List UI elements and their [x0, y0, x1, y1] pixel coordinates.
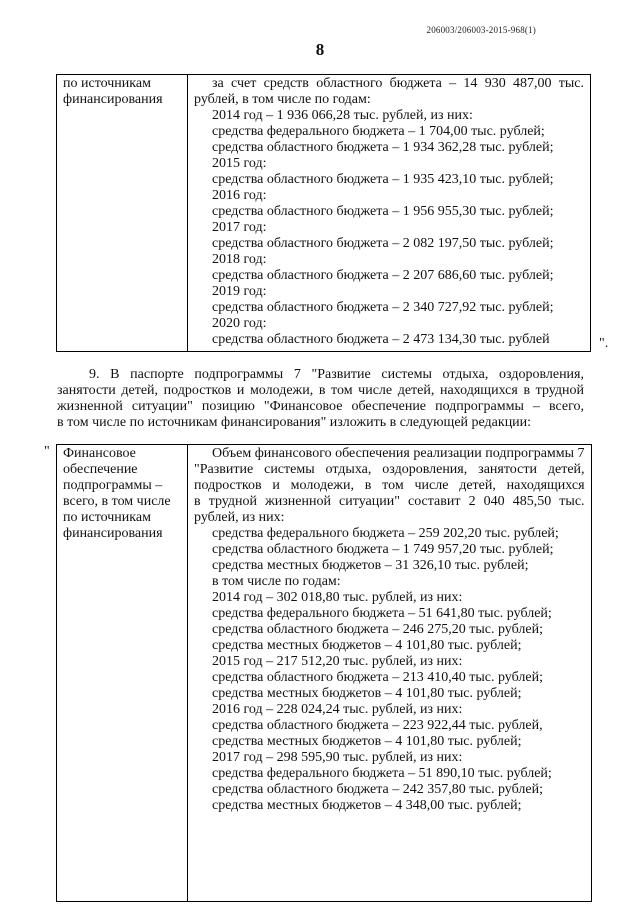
- table1-line: средства областного бюджета – 1 956 955,30 тыс. рублей;: [212, 204, 554, 219]
- table2-line: средства областного бюджета – 213 410,40 тыс. рублей;: [212, 670, 543, 685]
- table2-line: "Развитие системы отдыха, оздоровления, занятости детей,: [194, 462, 585, 477]
- table1-line: 2017 год:: [212, 220, 267, 235]
- table1-line: 2016 год:: [212, 188, 267, 203]
- table2-line: средства федерального бюджета – 51 890,10 тыс. рублей;: [212, 766, 552, 781]
- table2-line: средства областного бюджета – 1 749 957,20 тыс. рублей;: [212, 542, 554, 557]
- table1-line: средства областного бюджета – 2 340 727,92 тыс. рублей;: [212, 300, 554, 315]
- financing-table-new: [56, 444, 592, 902]
- table1-line: средства областного бюджета – 2 473 134,30 тыс. рублей: [212, 332, 550, 347]
- table1-line: 2014 год – 1 936 066,28 тыс. рублей, из них:: [212, 108, 473, 123]
- table1-label-line: финансирования: [63, 92, 163, 107]
- table2-label-cell: [57, 445, 188, 902]
- page-number: 8: [315, 40, 325, 59]
- table2-line: 2015 год – 217 512,20 тыс. рублей, из них:: [212, 654, 463, 669]
- table2-label-line: обеспечение: [63, 462, 138, 477]
- table1-line: средства областного бюджета – 1 934 362,28 тыс. рублей;: [212, 140, 554, 155]
- table2-line: средства местных бюджетов – 4 348,00 тыс. рублей;: [212, 798, 522, 813]
- table2-line: в трудной жизненной ситуации" составит 2 040 485,50 тыс.: [194, 494, 585, 509]
- table1-line: средства федерального бюджета – 1 704,00 тыс. рублей;: [212, 124, 545, 139]
- table1-content-cell: [188, 75, 591, 352]
- paragraph-line: 9. В паспорте подпрограммы 7 "Развитие системы отдыха, оздоровления,: [89, 367, 584, 382]
- table2-line: рублей, из них:: [194, 510, 285, 525]
- table2-line: средства местных бюджетов – 4 101,80 тыс. рублей;: [212, 638, 522, 653]
- table2-line: 2017 год – 298 595,90 тыс. рублей, из них:: [212, 750, 463, 765]
- table2-line: средства федерального бюджета – 259 202,20 тыс. рублей;: [212, 526, 559, 541]
- table2-label-line: всего, в том числе: [63, 494, 171, 509]
- paragraph-line: в том числе по источникам финансирования" изложить в следующей редакции:: [57, 415, 532, 430]
- table2-line: средства местных бюджетов – 4 101,80 тыс. рублей;: [212, 686, 522, 701]
- table1-line: рублей, в том числе по годам:: [194, 92, 371, 107]
- table2-line: в том числе по годам:: [212, 574, 341, 589]
- table2-line: Объем финансового обеспечения реализации подпрограммы 7: [212, 446, 585, 461]
- table2-line: средства областного бюджета – 242 357,80 тыс. рублей;: [212, 782, 543, 797]
- table1-line: за счет средств областного бюджета – 14 930 487,00 тыс.: [212, 76, 584, 91]
- paragraph-line: жизненной ситуации" позицию "Финансовое обеспечение подпрограммы – всего,: [57, 399, 584, 414]
- table2-label-line: финансирования: [63, 526, 163, 541]
- table1-label-cell: [57, 75, 188, 352]
- closing-quote: ".: [599, 336, 609, 351]
- table2-line: средства областного бюджета – 223 922,44 тыс. рублей,: [212, 718, 543, 733]
- table2-line: 2014 год – 302 018,80 тыс. рублей, из них:: [212, 590, 463, 605]
- table2-line: средства местных бюджетов – 4 101,80 тыс. рублей;: [212, 734, 522, 749]
- table1-line: средства областного бюджета – 1 935 423,10 тыс. рублей;: [212, 172, 554, 187]
- table1-line: 2020 год:: [212, 316, 267, 331]
- paragraph-9: [57, 367, 584, 431]
- table2-content-cell: [188, 445, 592, 902]
- table1-line: 2015 год:: [212, 156, 267, 171]
- paragraph-line: занятости детей, подростков и молодежи, в том числе детей, находящихся в трудной: [57, 383, 584, 398]
- table1-line: 2019 год:: [212, 284, 267, 299]
- table2-line: 2016 год – 228 024,24 тыс. рублей, из них:: [212, 702, 463, 717]
- opening-quote: ": [44, 444, 50, 459]
- table1-line: средства областного бюджета – 2 082 197,50 тыс. рублей;: [212, 236, 554, 251]
- table1-label-line: по источникам: [63, 76, 151, 91]
- table2-label-line: подпрограммы –: [63, 478, 163, 493]
- document-code: 206003/206003-2015-968(1): [426, 25, 536, 35]
- table2-line: средства областного бюджета – 246 275,20 тыс. рублей;: [212, 622, 543, 637]
- financing-table-continued: [56, 74, 591, 352]
- table2-line: средства местных бюджетов – 31 326,10 тыс. рублей;: [212, 558, 529, 573]
- table1-line: средства областного бюджета – 2 207 686,60 тыс. рублей;: [212, 268, 554, 283]
- table1-line: 2018 год:: [212, 252, 267, 267]
- table2-line: средства федерального бюджета – 51 641,80 тыс. рублей;: [212, 606, 552, 621]
- table2-label-line: Финансовое: [63, 446, 136, 461]
- table2-line: подростков и молодежи, в том числе детей, находящихся: [194, 478, 585, 493]
- table2-label-line: по источникам: [63, 510, 151, 525]
